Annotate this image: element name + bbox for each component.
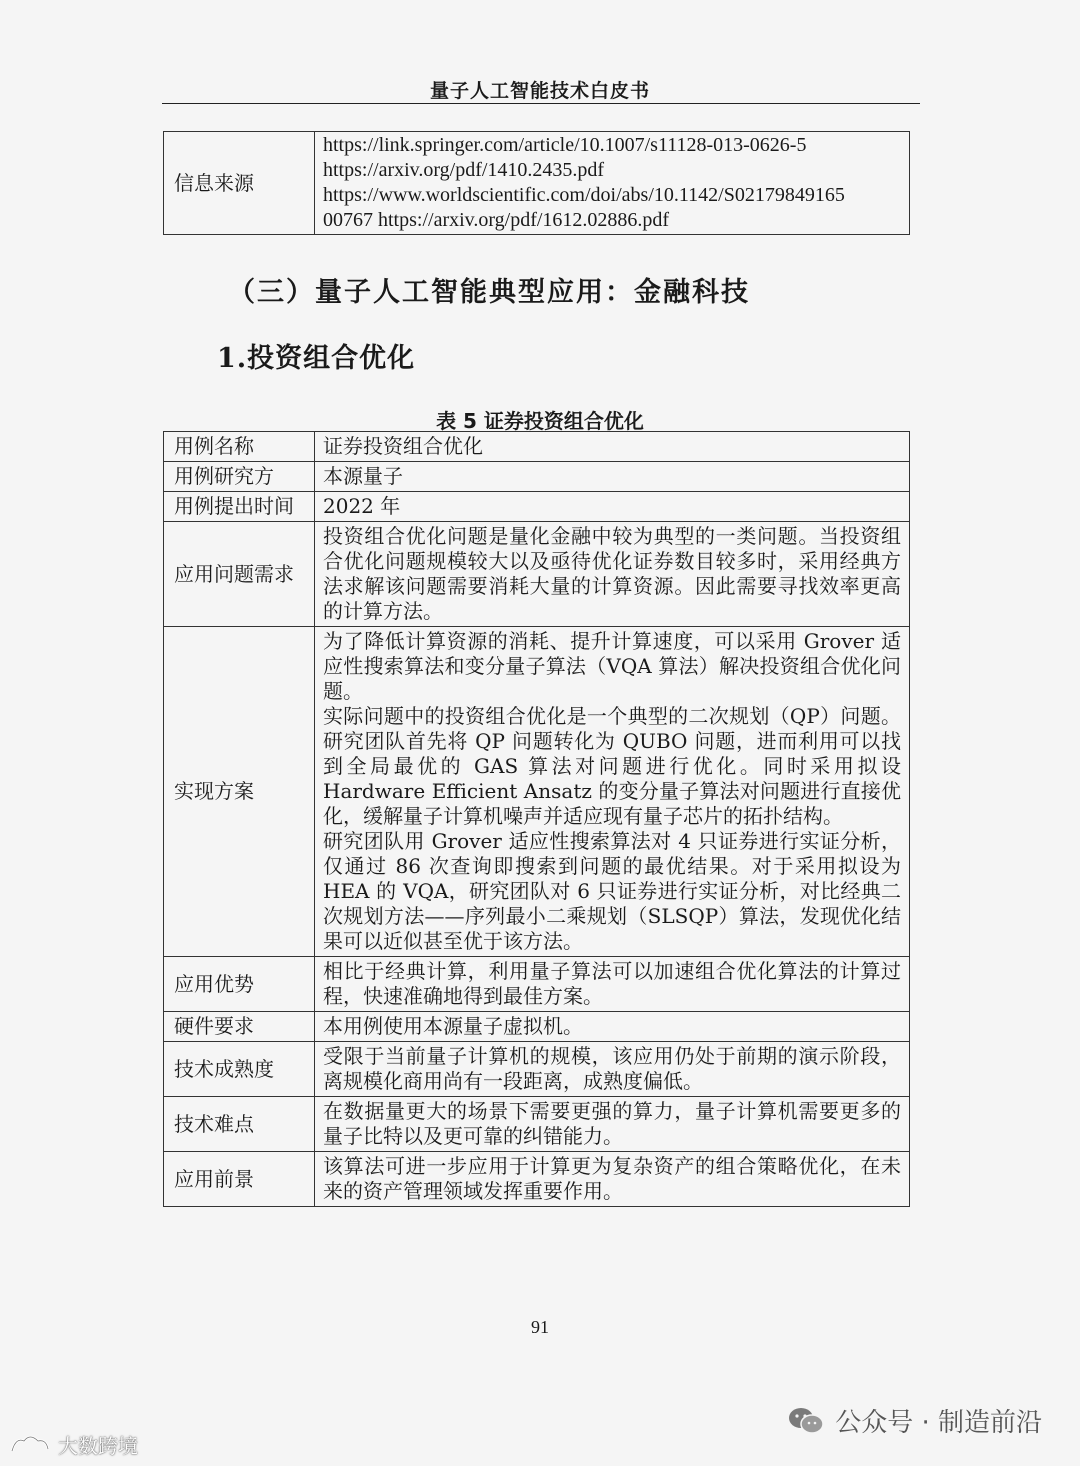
row-value — [315, 957, 910, 1012]
corner-text: 大数跨境 — [58, 1434, 138, 1458]
table-caption: 表 5 证券投资组合优化 — [436, 409, 644, 433]
source-link: https://arxiv.org/pdf/1410.2435.pdf — [323, 159, 605, 181]
row-paragraph: 本用例使用本源量子虚拟机。 — [323, 1014, 583, 1038]
use-case-table — [163, 431, 910, 1207]
row-value — [315, 1012, 910, 1042]
wechat-icon — [787, 1406, 825, 1436]
row-label: 用例研究方 — [164, 462, 315, 492]
page-number: 91 — [531, 1317, 549, 1337]
logo-icon — [8, 1431, 52, 1459]
row-value — [315, 492, 910, 522]
table-row — [164, 492, 910, 522]
row-value — [315, 522, 910, 627]
row-paragraph: 为了降低计算资源的消耗、提升计算速度，可以采用 Grover 适应性搜索算法和变分量子算法（VQA 算法）解决投资组合优化问题。 — [323, 629, 901, 703]
sub-heading: 1.投资组合优化 — [217, 343, 416, 374]
row-value — [315, 432, 910, 462]
source-link: https://www.worldscientific.com/doi/abs/10.1142/S02179849165 — [323, 184, 845, 206]
row-label: 技术难点 — [164, 1097, 315, 1152]
table-row — [164, 432, 910, 462]
running-header: 量子人工智能技术白皮书 — [429, 80, 650, 102]
source-link: 00767 https://arxiv.org/pdf/1612.02886.pdf — [323, 209, 670, 231]
row-label: 用例提出时间 — [164, 492, 315, 522]
row-paragraph: 投资组合优化问题是量化金融中较为典型的一类问题。当投资组合优化问题规模较大以及亟待优化证券数目较多时，采用经典方法求解该问题需要消耗大量的计算资源。因此需要寻找效率更高的计算方法。 — [323, 524, 901, 623]
table-row — [164, 1152, 910, 1207]
row-label: 用例名称 — [164, 432, 315, 462]
row-paragraph: 证券投资组合优化 — [323, 434, 483, 458]
row-paragraph: 受限于当前量子计算机的规模，该应用仍处于前期的演示阶段，离规模化商用尚有一段距离，成熟度偏低。 — [323, 1044, 901, 1093]
table-row — [164, 1097, 910, 1152]
row-label: 技术成熟度 — [164, 1042, 315, 1097]
row-label: 应用前景 — [164, 1152, 315, 1207]
row-value — [315, 462, 910, 492]
row-value — [315, 1097, 910, 1152]
row-label: 实现方案 — [164, 627, 315, 957]
wechat-watermark — [787, 1402, 1042, 1439]
row-value — [315, 627, 910, 957]
row-label: 应用优势 — [164, 957, 315, 1012]
row-paragraph: 该算法可进一步应用于计算更为复杂资产的组合策略优化，在未来的资产管理领域发挥重要作用。 — [323, 1154, 901, 1203]
row-label: 应用问题需求 — [164, 522, 315, 627]
header-rule — [162, 103, 920, 104]
row-paragraph: 在数据量更大的场景下需要更强的算力，量子计算机需要更多的量子比特以及更可靠的纠错能力。 — [323, 1099, 901, 1148]
row-paragraph: 2022 年 — [323, 494, 401, 518]
table-row — [164, 522, 910, 627]
row-value — [315, 1042, 910, 1097]
source-link: https://link.springer.com/article/10.1007/s11128-013-0626-5 — [323, 134, 807, 156]
source-label: 信息来源 — [164, 132, 315, 235]
table-row — [164, 462, 910, 492]
source-table — [163, 131, 910, 235]
table-row — [164, 1042, 910, 1097]
table-row — [164, 627, 910, 957]
row-label: 硬件要求 — [164, 1012, 315, 1042]
row-value — [315, 1152, 910, 1207]
table-row — [164, 1012, 910, 1042]
table-row — [164, 132, 910, 235]
wechat-text: 公众号 · 制造前沿 — [835, 1408, 1042, 1438]
section-heading: （三）量子人工智能典型应用：金融科技 — [228, 277, 750, 308]
source-links — [315, 132, 910, 235]
row-paragraph: 相比于经典计算，利用量子算法可以加速组合优化算法的计算过程，快速准确地得到最佳方案。 — [323, 959, 901, 1008]
row-paragraph: 本源量子 — [323, 464, 403, 488]
corner-watermark — [8, 1430, 138, 1459]
row-paragraph: 研究团队用 Grover 适应性搜索算法对 4 只证券进行实证分析，仅通过 86 次查询即搜索到问题的最优结果。对于采用拟设为 HEA 的 VQA，研究团队对 6 只证券进行实证分析，对比经典二次规划方法——序列最小二乘规划（SLSQP）算法，发现优化结果可以近似甚至优于该方法。 — [323, 829, 901, 953]
row-paragraph: 实际问题中的投资组合优化是一个典型的二次规划（QP）问题。研究团队首先将 QP 问题转化为 QUBO 问题，进而利用可以找到全局最优的 GAS 算法对问题进行优化。同时采用拟设 Hardware Efficient Ansatz 的变分量子算法对问题进行直接优化，缓解量子计算机噪声并适应现有量子芯片的拓扑结构。 — [323, 704, 901, 828]
table-row — [164, 957, 910, 1012]
